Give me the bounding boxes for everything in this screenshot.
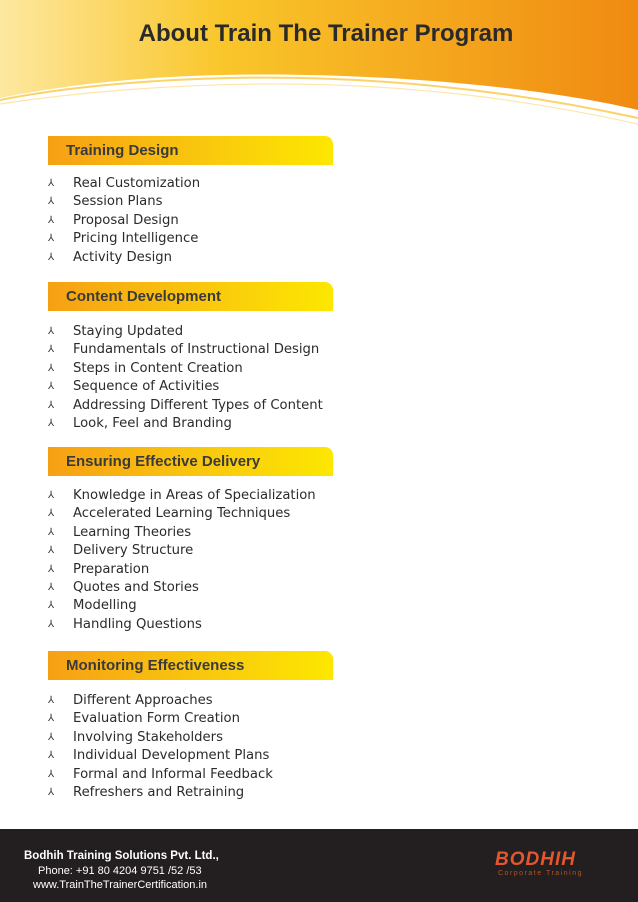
bullet-icon: ⅄ <box>48 600 55 612</box>
bullet-icon: ⅄ <box>48 251 55 263</box>
list-item-label: Learning Theories <box>73 524 192 540</box>
list-item-label: Addressing Different Types of Content <box>73 397 323 413</box>
list-item-label: Real Customization <box>73 176 201 191</box>
section-title: Ensuring Effective Delivery <box>66 453 261 470</box>
bullet-icon: ⅄ <box>48 178 55 189</box>
list-item-label: Evaluation Form Creation <box>73 711 240 727</box>
list-item <box>48 747 273 765</box>
section-title: Monitoring Effectiveness <box>66 657 245 674</box>
phone-number: Phone: +91 80 4204 9751 /52 /53 <box>38 865 202 877</box>
list-item-label: Different Approaches <box>73 693 213 708</box>
list-item-label: Look, Feel and Branding <box>73 415 232 431</box>
bullet-icon: ⅄ <box>48 581 55 593</box>
monitoring-effectiveness-list <box>48 692 273 802</box>
bodhih-logo <box>495 849 590 887</box>
effective-delivery-list <box>48 487 316 634</box>
list-item <box>48 579 316 597</box>
content-development-list <box>48 323 323 433</box>
list-item <box>48 524 316 542</box>
website-link[interactable]: www.TrainTheTrainerCertification.in <box>33 879 208 891</box>
list-item-label: Activity Design <box>73 249 173 265</box>
bullet-icon: ⅄ <box>48 399 55 411</box>
list-item <box>48 397 323 415</box>
list-item-label: Individual Development Plans <box>73 748 270 764</box>
page-title: About Train The Trainer Program <box>138 20 514 47</box>
list-item-label: Preparation <box>73 561 150 577</box>
list-item-label: Refreshers and Retraining <box>73 784 245 800</box>
list-item <box>48 487 316 505</box>
bullet-icon: ⅄ <box>48 713 55 725</box>
list-item <box>48 542 316 560</box>
list-item <box>48 692 273 710</box>
list-item-label: Involving Stakeholders <box>73 729 223 745</box>
list-item <box>48 597 316 615</box>
bullet-icon: ⅄ <box>48 563 55 575</box>
list-item-label: Handling Questions <box>73 616 202 632</box>
list-item <box>48 710 273 728</box>
section-header-content-development <box>48 282 333 311</box>
section-header-monitoring-effectiveness <box>48 651 333 680</box>
bullet-icon: ⅄ <box>48 417 55 429</box>
list-item <box>48 415 323 433</box>
list-item <box>48 784 273 802</box>
logo-tagline: Corporate Training <box>498 870 583 877</box>
bullet-icon: ⅄ <box>48 526 55 538</box>
list-item-label: Session Plans <box>73 194 163 210</box>
list-item-label: Sequence of Activities <box>73 379 220 395</box>
list-item-label: Fundamentals of Instructional Design <box>73 342 320 358</box>
training-design-list <box>48 175 200 267</box>
list-item <box>48 378 323 396</box>
list-item <box>48 766 273 784</box>
bullet-icon: ⅄ <box>48 768 55 780</box>
bullet-icon: ⅄ <box>48 344 55 356</box>
bullet-icon: ⅄ <box>48 508 55 520</box>
company-name: Bodhih Training Solutions Pvt. Ltd., <box>24 850 219 862</box>
list-item-label: Knowledge in Areas of Specialization <box>73 488 316 503</box>
footer <box>0 829 638 902</box>
bullet-icon: ⅄ <box>48 214 55 226</box>
list-item <box>48 230 200 248</box>
bullet-icon: ⅄ <box>48 545 55 557</box>
bullet-icon: ⅄ <box>48 362 55 374</box>
bullet-icon: ⅄ <box>48 750 55 762</box>
list-item-label: Accelerated Learning Techniques <box>73 506 291 522</box>
header-banner <box>0 0 638 130</box>
list-item-label: Quotes and Stories <box>73 579 199 595</box>
bullet-icon: ⅄ <box>48 381 55 393</box>
bullet-icon: ⅄ <box>48 786 55 798</box>
list-item-label: Proposal Design <box>73 212 179 228</box>
section-header-ensuring-effective-delivery <box>48 447 333 476</box>
list-item-label: Pricing Intelligence <box>73 231 199 247</box>
list-item <box>48 249 200 267</box>
bullet-icon: ⅄ <box>48 490 55 501</box>
list-item-label: Formal and Informal Feedback <box>73 766 273 782</box>
section-title: Content Development <box>66 288 222 305</box>
list-item-label: Staying Updated <box>73 324 184 339</box>
list-item-label: Steps in Content Creation <box>73 360 243 376</box>
logo-wordmark: BODHIH <box>495 849 576 870</box>
list-item-label: Delivery Structure <box>73 543 194 559</box>
list-item <box>48 323 323 341</box>
section-header-training-design <box>48 136 333 165</box>
list-item <box>48 212 200 230</box>
list-item <box>48 616 316 634</box>
list-item <box>48 175 200 193</box>
bullet-icon: ⅄ <box>48 695 55 706</box>
list-item <box>48 561 316 579</box>
list-item <box>48 505 316 523</box>
bullet-icon: ⅄ <box>48 326 55 337</box>
section-title: Training Design <box>66 142 179 159</box>
list-item <box>48 193 200 211</box>
list-item <box>48 729 273 747</box>
list-item <box>48 341 323 359</box>
bullet-icon: ⅄ <box>48 196 55 208</box>
list-item <box>48 360 323 378</box>
bullet-icon: ⅄ <box>48 731 55 743</box>
bullet-icon: ⅄ <box>48 618 55 630</box>
bullet-icon: ⅄ <box>48 233 55 245</box>
list-item-label: Modelling <box>73 598 137 614</box>
